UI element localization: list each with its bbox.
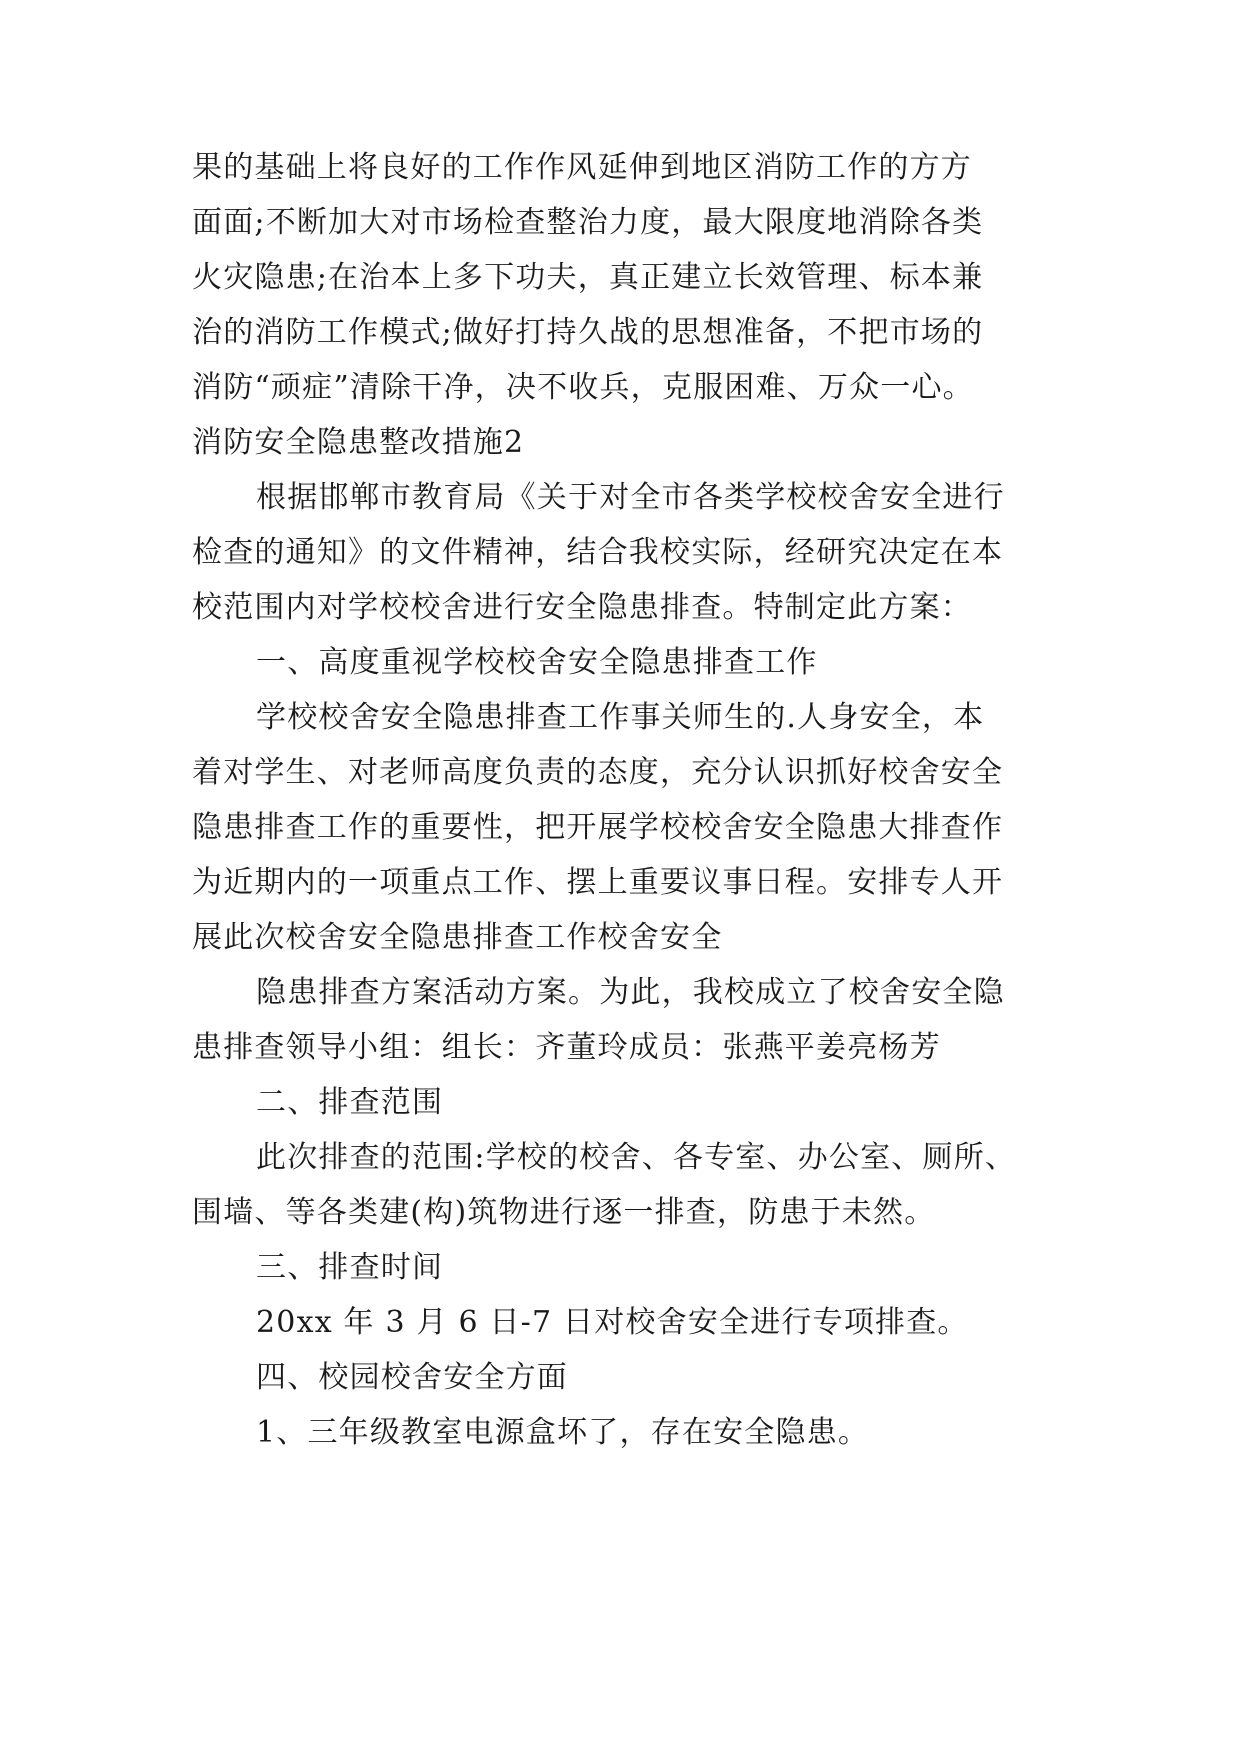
body-line: 展此次校舍安全隐患排查工作校舍安全 [192,920,723,955]
body-line: 此次排查的范围:学校的校舍、各专室、办公室、厕所、 [256,1140,1017,1175]
subheading: 三、排查时间 [256,1250,444,1285]
body-line: 隐患排查工作的重要性，把开展学校校舍安全隐患大排查作 [192,810,1004,845]
body-line: 着对学生、对老师高度负责的态度，充分认识抓好校舍安全 [192,755,1004,790]
body-line: 果的基础上将良好的工作作风延伸到地区消防工作的方方 [192,150,972,185]
subheading: 二、排查范围 [256,1085,444,1120]
list-item: 1、三年级教室电源盒坏了，存在安全隐患。 [256,1415,870,1450]
body-line: 根据邯郸市教育局《关于对全市各类学校校舍安全进行 [256,480,1005,515]
body-line: 消防“顽症”清除干净，决不收兵，克服困难、万众一心。 [192,370,974,405]
subheading: 四、校园校舍安全方面 [256,1360,568,1395]
body-line: 学校校舍安全隐患排查工作事关师生的.人身安全，本 [256,700,985,735]
body-line: 20xx 年 3 月 6 日-7 日对校舍安全进行专项排查。 [256,1305,969,1340]
body-line: 围墙、等各类建(构)筑物进行逐一排查，防患于未然。 [192,1195,936,1230]
body-line: 面面;不断加大对市场检查整治力度，最大限度地消除各类 [192,205,984,240]
body-line: 患排查领导小组：组长：齐董玲成员：张燕平姜亮杨芳 [192,1030,941,1065]
body-line: 治的消防工作模式;做好打持久战的思想准备，不把市场的 [192,315,984,350]
body-line: 检查的通知》的文件精神，结合我校实际，经研究决定在本 [192,535,1004,570]
body-line: 校范围内对学校校舍进行安全隐患排查。特制定此方案： [192,590,972,625]
body-line: 火灾隐患;在治本上多下功夫，真正建立长效管理、标本兼 [192,260,984,295]
subheading: 一、高度重视学校校舍安全隐患排查工作 [256,645,818,680]
body-line: 隐患排查方案活动方案。为此，我校成立了校舍安全隐 [256,975,1005,1010]
section-heading: 消防安全隐患整改措施2 [192,425,525,460]
body-line: 为近期内的一项重点工作、摆上重要议事日程。安排专人开 [192,865,1004,900]
